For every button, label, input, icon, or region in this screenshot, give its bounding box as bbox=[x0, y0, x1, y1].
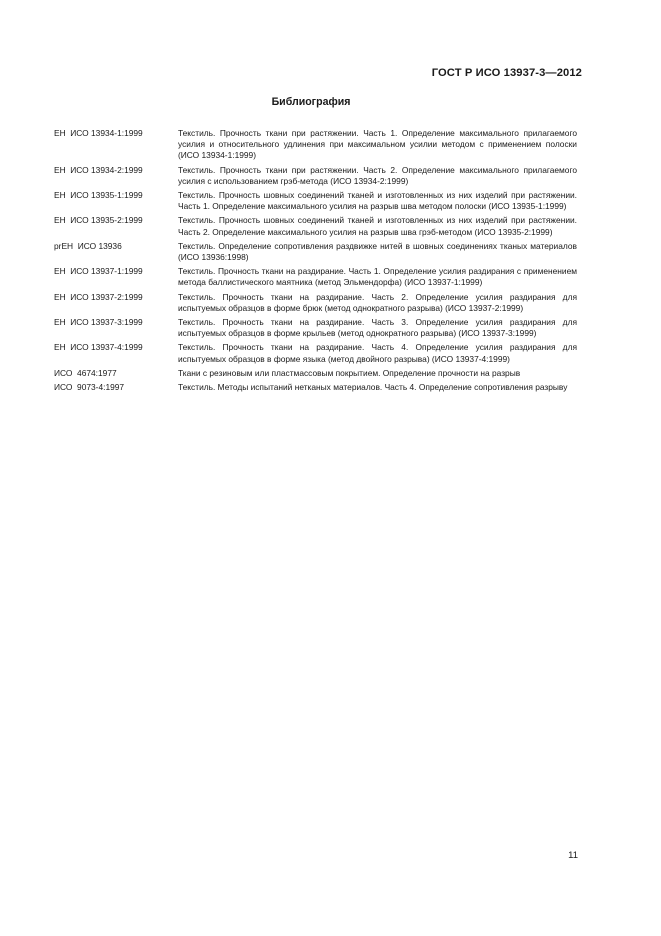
standard-number-header: ГОСТ Р ИСО 13937-3—2012 bbox=[431, 67, 582, 79]
entry-description: Текстиль. Прочность ткани при растяжении. Часть 2. Определение максимального прилагаемого усилия с использованием грэб-метода (ИСО 13934-2:1999) bbox=[178, 164, 577, 186]
entry-code: ЕН ИСО 13937-2:1999 bbox=[54, 291, 143, 302]
bibliography-entry bbox=[54, 215, 577, 237]
bibliography-entry bbox=[54, 382, 577, 393]
entry-code: ЕН ИСО 13935-1:1999 bbox=[54, 190, 143, 201]
entry-description: Текстиль. Прочность ткани на раздирание. Часть 3. Определение усилия раздирания для испытуемых образцов в форме крыльев (метод однократного разрыва) (ИСО 13937-3:1999) bbox=[178, 317, 577, 339]
bibliography-entry bbox=[54, 368, 577, 379]
entry-description: Текстиль. Прочность ткани при растяжении. Часть 1. Определение максимального прилагаемого усилия и относительного удлинения при максимальном усилии методом с применением полоски (ИСО 13934-1:1999) bbox=[178, 128, 577, 161]
entry-description: Текстиль. Прочность шовных соединений тканей и изготовленных из них изделий при растяжении. Часть 2. Определение максимального усилия на разрыв шва грэб-методом (ИСО 13935-2:1999) bbox=[178, 215, 577, 237]
bibliography-entry bbox=[54, 241, 577, 263]
bibliography-title: Библиография bbox=[271, 96, 351, 108]
entry-code: ЕН ИСО 13934-1:1999 bbox=[54, 128, 143, 138]
entry-description: Текстиль. Определение сопротивления раздвижке нитей в шовных соединениях тканых материалов (ИСО 13936:1998) bbox=[178, 240, 577, 263]
entry-code: ЕН ИСО 13937-1:1999 bbox=[54, 266, 143, 277]
entry-code: prЕН ИСО 13936 bbox=[54, 240, 122, 251]
entry-code: ИСО 9073-4:1997 bbox=[54, 382, 125, 393]
entry-description: Текстиль. Методы испытаний нетканых материалов. Часть 4. Определение сопротивления разрыву bbox=[178, 382, 568, 393]
entry-description: Текстиль. Прочность ткани на раздирание. Часть 4. Определение усилия раздирания для испытуемых образцов в форме языка (метод двойного разрыва) (ИСО 13937-4:1999) bbox=[178, 342, 577, 364]
entry-description: Ткани с резиновым или пластмассовым покрытием. Определение прочности на разрыв bbox=[178, 367, 521, 378]
entry-description: Текстиль. Прочность шовных соединений тканей и изготовленных из них изделий при растяжении. Часть 1. Определение максимального усилия на разрыв шва методом полоски (ИСО 13935-1:1999) bbox=[178, 190, 577, 212]
entry-code: ЕН ИСО 13934-2:1999 bbox=[54, 164, 143, 175]
bibliography-entry bbox=[54, 165, 577, 187]
bibliography-entry bbox=[54, 342, 577, 364]
entry-code: ЕН ИСО 13937-3:1999 bbox=[54, 317, 143, 328]
entry-code: ЕН ИСО 13937-4:1999 bbox=[54, 342, 143, 353]
bibliography-entry bbox=[54, 292, 577, 314]
bibliography-entry bbox=[54, 128, 577, 162]
bibliography-list bbox=[54, 128, 577, 396]
entry-description: Текстиль. Прочность ткани на раздирание. Часть 2. Определение усилия раздирания для испытуемых образцов в форме брюк (метод однократного разрыва) (ИСО 13937-2:1999) bbox=[178, 291, 577, 313]
bibliography-entry bbox=[54, 317, 577, 339]
bibliography-entry bbox=[54, 190, 577, 212]
entry-code: ЕН ИСО 13935-2:1999 bbox=[54, 215, 143, 226]
entry-code: ИСО 4674:1977 bbox=[54, 367, 117, 378]
entry-description: Текстиль. Прочность ткани на раздирание. Часть 1. Определение усилия раздирания с применением метода баллистического маятника (метод Эльмендорфа) (ИСО 13937-1:1999) bbox=[178, 266, 577, 288]
page-number: 11 bbox=[568, 850, 578, 861]
bibliography-entry bbox=[54, 266, 577, 288]
